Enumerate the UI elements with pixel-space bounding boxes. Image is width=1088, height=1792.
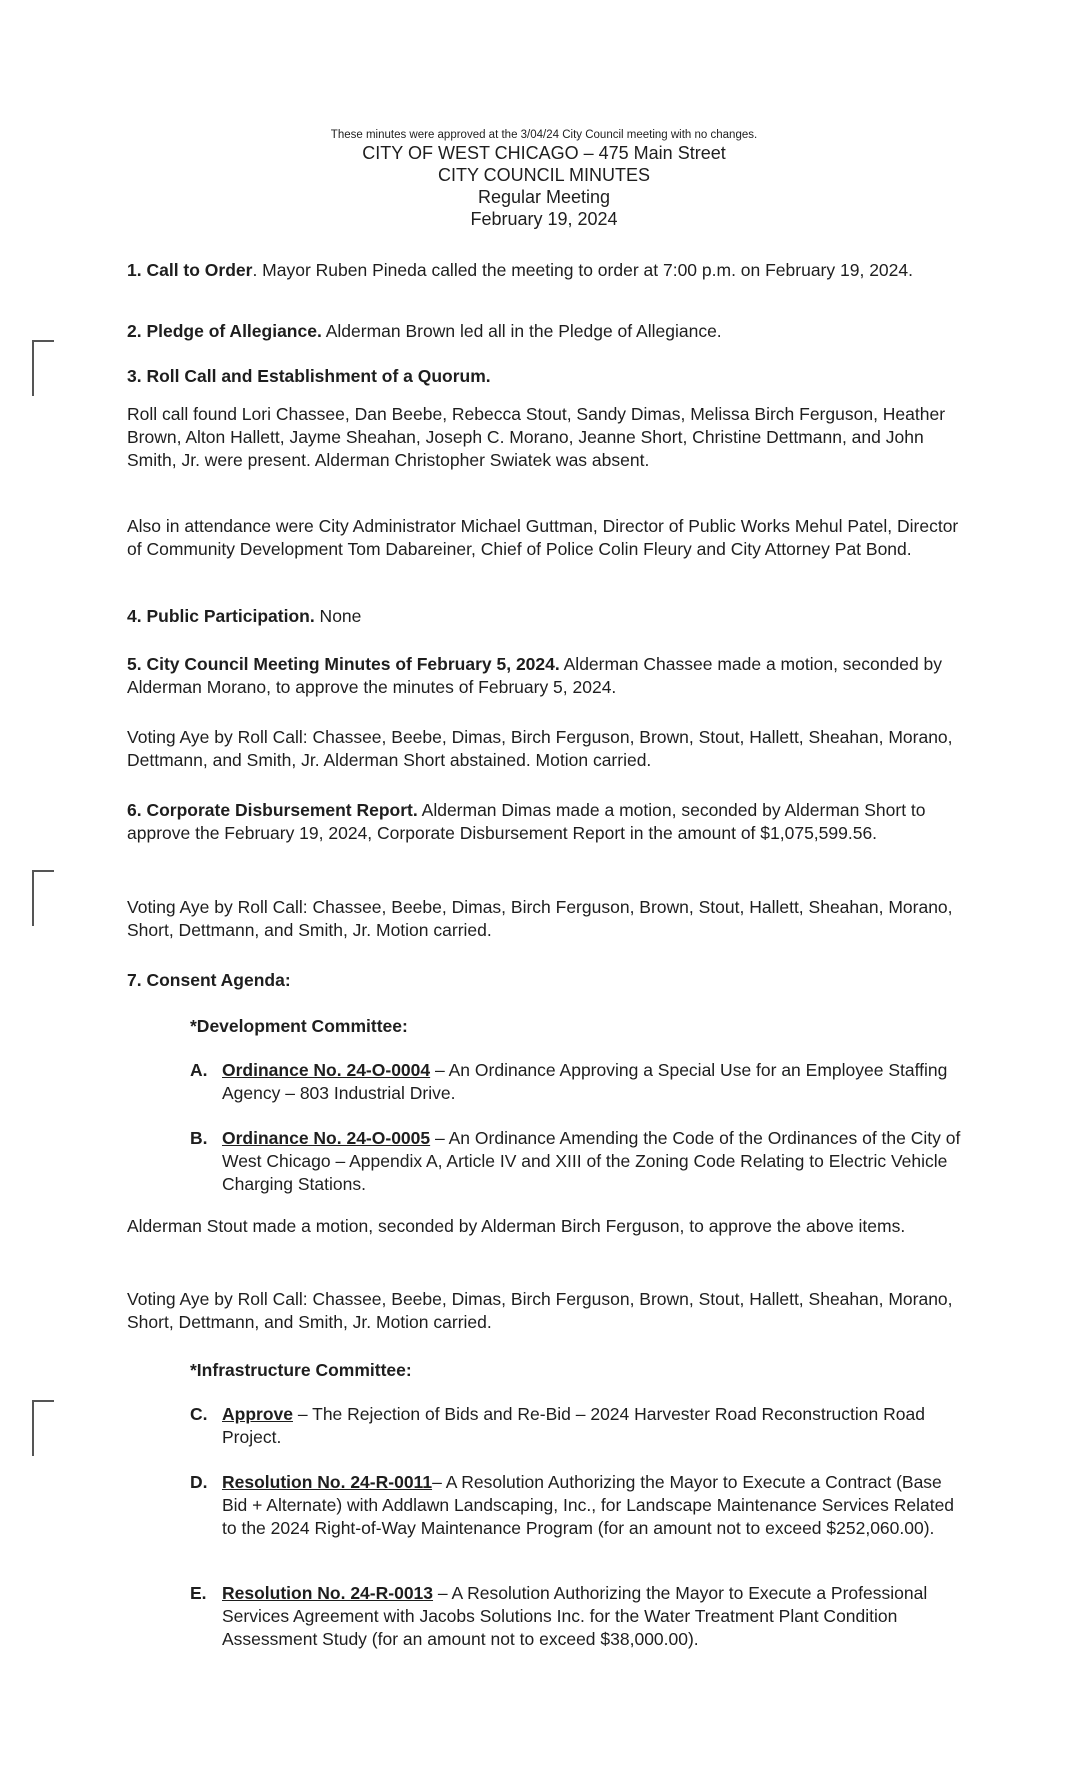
- meeting-date: February 19, 2024: [470, 209, 618, 229]
- section-heading: 4. Public Participation.: [127, 606, 315, 626]
- section-heading: 1. Call to Order: [127, 260, 253, 280]
- city-line: CITY OF WEST CHICAGO – 475 Main Street: [362, 143, 726, 163]
- item-letter: E.: [190, 1583, 207, 1603]
- item-reference: Resolution No. 24-R-0011: [222, 1472, 433, 1492]
- meeting-type: Regular Meeting: [477, 187, 611, 207]
- item-description: – An Ordinance Amending the Code of the Ordinances of the City of West Chicago – Appendix A, Article IV and XIII of the Zoning Code Relating to Electric Vehicle Charging Stations.: [222, 1128, 961, 1194]
- vote-minutes: Voting Aye by Roll Call: Chassee, Beebe, Dimas, Birch Ferguson, Brown, Stout, Hallett, Sheahan, Morano, Dettmann, and Smith, Jr. Alderman Short abstained. Motion carried.: [127, 727, 953, 770]
- section-public-participation: [127, 605, 967, 628]
- development-committee-heading: *Development Committee:: [190, 1016, 408, 1036]
- agenda-item-c: [190, 1403, 970, 1449]
- section-text: Alderman Dimas made a motion, seconded by Alderman Short to approve the February 19, 2024, Corporate Disbursement Report in the amount of $1,075,599.56.: [127, 800, 926, 843]
- infrastructure-committee-heading: *Infrastructure Committee:: [190, 1360, 412, 1380]
- section-roll-call: [127, 365, 967, 388]
- attendance-paragraph: Also in attendance were City Administrator Michael Guttman, Director of Public Works Mehul Patel, Director of Community Development Tom Dabareiner, Chief of Police Colin Fleury and City Attorney Pat Bond.: [127, 516, 959, 559]
- binder-mark: [32, 870, 54, 926]
- motion-development: Alderman Stout made a motion, seconded by Alderman Birch Ferguson, to approve the above items.: [127, 1216, 906, 1236]
- item-description: – A Resolution Authorizing the Mayor to Execute a Contract (Base Bid + Alternate) with Addlawn Landscaping, Inc., for Landscape Maintenance Services Related to the 2024 Right-of-Way Maintenance Program (for an amount not to exceed $252,060.00).: [222, 1472, 955, 1538]
- approval-note: These minutes were approved at the 3/04/24 City Council meeting with no changes.: [330, 129, 758, 141]
- vote-disbursement: Voting Aye by Roll Call: Chassee, Beebe, Dimas, Birch Ferguson, Brown, Stout, Hallett, Sheahan, Morano, Short, Dettmann, and Smith, Jr. Motion carried.: [127, 897, 953, 940]
- section-heading: 5. City Council Meeting Minutes of February 5, 2024.: [127, 654, 560, 674]
- section-heading: 2. Pledge of Allegiance.: [127, 321, 322, 341]
- item-description: – A Resolution Authorizing the Mayor to Execute a Professional Services Agreement with Jacobs Solutions Inc. for the Water Treatment Plant Condition Assessment Study (for an amount not to exceed $38,000.00).: [222, 1583, 928, 1649]
- section-minutes-approval: [127, 653, 967, 699]
- document-header: [0, 128, 1088, 230]
- section-heading: 7. Consent Agenda:: [127, 970, 291, 990]
- section-heading: 3. Roll Call and Establishment of a Quorum.: [127, 366, 491, 386]
- item-letter: B.: [190, 1128, 208, 1148]
- section-text: None: [314, 606, 362, 626]
- section-disbursement: [127, 799, 967, 845]
- document-title: CITY COUNCIL MINUTES: [437, 165, 651, 185]
- item-reference: Ordinance No. 24-O-0004: [222, 1060, 431, 1080]
- vote-development: Voting Aye by Roll Call: Chassee, Beebe, Dimas, Birch Ferguson, Brown, Stout, Hallett, Sheahan, Morano, Short, Dettmann, and Smith, Jr. Motion carried.: [127, 1289, 953, 1332]
- item-reference: Ordinance No. 24-O-0005: [222, 1128, 431, 1148]
- section-consent-agenda: [127, 969, 967, 992]
- item-letter: D.: [190, 1472, 208, 1492]
- section-heading: 6. Corporate Disbursement Report.: [127, 800, 418, 820]
- item-reference: Resolution No. 24-R-0013: [222, 1583, 434, 1603]
- binder-mark: [32, 340, 54, 396]
- section-text: Alderman Brown led all in the Pledge of Allegiance.: [321, 321, 722, 341]
- section-pledge: [127, 320, 967, 343]
- item-description: – An Ordinance Approving a Special Use for an Employee Staffing Agency – 803 Industrial Drive.: [222, 1060, 948, 1103]
- agenda-item-a: [190, 1059, 970, 1105]
- item-letter: C.: [190, 1404, 208, 1424]
- roll-call-paragraph: Roll call found Lori Chassee, Dan Beebe, Rebecca Stout, Sandy Dimas, Melissa Birch Ferguson, Heather Brown, Alton Hallett, Jayme Sheahan, Joseph C. Morano, Jeanne Short, Christine Dettmann, and John Smith, Jr. were present. Alderman Christopher Swiatek was absent.: [127, 404, 946, 470]
- agenda-item-d: [190, 1471, 970, 1540]
- section-text: . Mayor Ruben Pineda called the meeting to order at 7:00 p.m. on February 19, 2024.: [252, 260, 913, 280]
- item-description: – The Rejection of Bids and Re-Bid – 2024 Harvester Road Reconstruction Road Project.: [222, 1404, 925, 1447]
- section-call-to-order: [127, 259, 967, 282]
- section-text: Alderman Chassee made a motion, seconded by Alderman Morano, to approve the minutes of February 5, 2024.: [127, 654, 943, 697]
- binder-mark: [32, 1400, 54, 1456]
- item-letter: A.: [190, 1060, 208, 1080]
- agenda-item-e: [190, 1582, 970, 1651]
- item-reference: Approve: [222, 1404, 293, 1424]
- agenda-item-b: [190, 1127, 970, 1196]
